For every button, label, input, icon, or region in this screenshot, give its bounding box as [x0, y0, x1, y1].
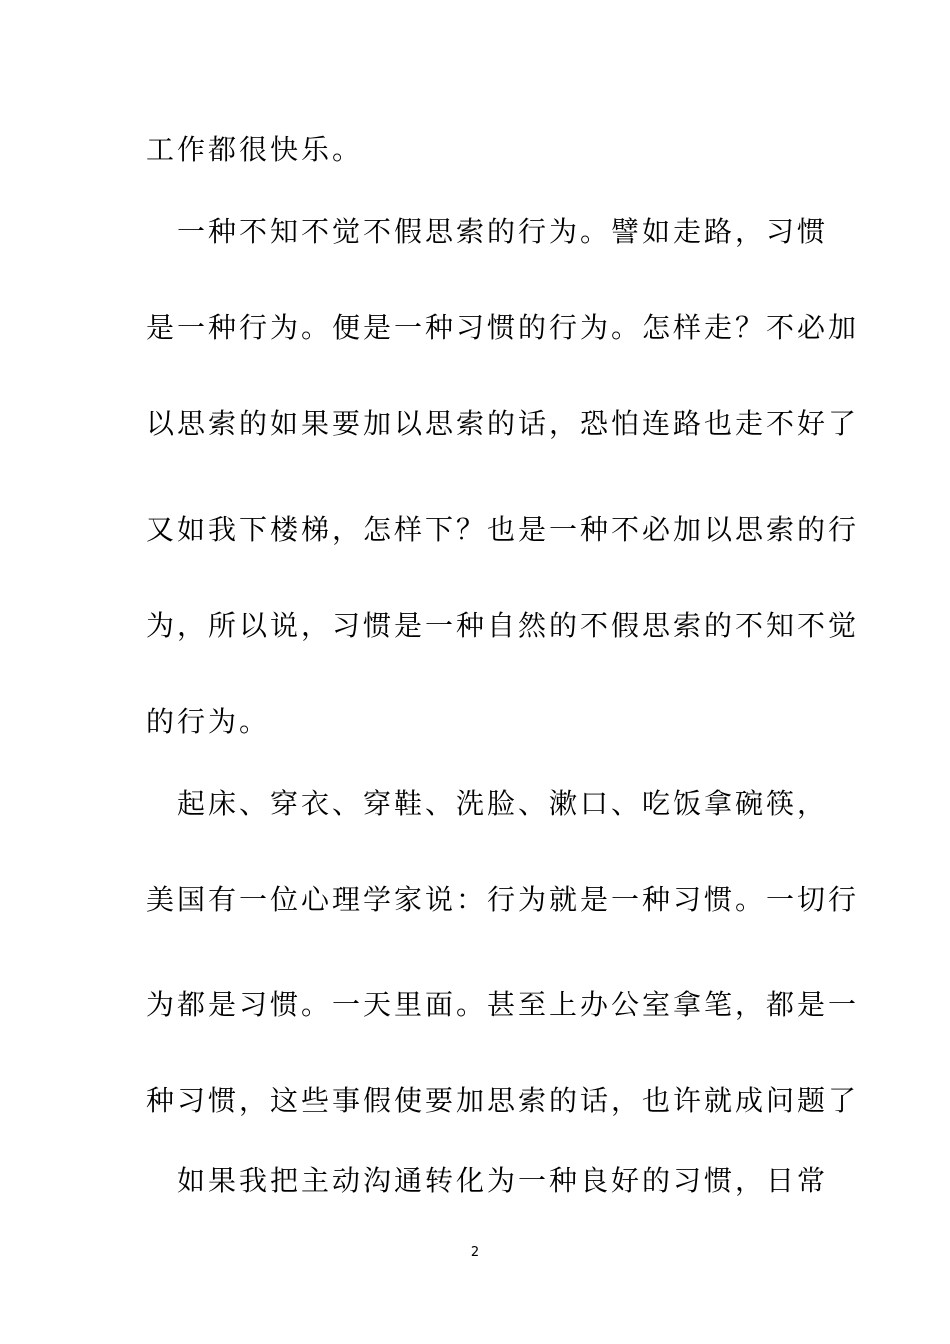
text-line: 如果我把主动沟通转化为一种良好的习惯，日常	[146, 1164, 829, 1197]
text-line: 种习惯，这些事假使要加思索的话，也许就成问题了	[146, 1084, 860, 1117]
text-line: 为，所以说，习惯是一种自然的不假思索的不知不觉	[146, 609, 860, 642]
text-line: 美国有一位心理学家说：行为就是一种习惯。一切行	[146, 883, 860, 916]
text-line: 又如我下楼梯，怎样下？也是一种不必加以思索的行	[146, 513, 860, 546]
text-line: 以思索的如果要加以思索的话，恐怕连路也走不好了	[146, 407, 860, 440]
text-line: 工作都很快乐。	[146, 133, 364, 166]
text-line: 的行为。	[146, 705, 271, 738]
text-line: 是一种行为。便是一种习惯的行为。怎样走？不必加	[146, 311, 860, 344]
text-line: 起床、穿衣、穿鞋、洗脸、漱口、吃饭拿碗筷，	[146, 787, 829, 820]
text-line: 为都是习惯。一天里面。甚至上办公室拿笔，都是一	[146, 988, 860, 1021]
page-number: 2	[470, 1245, 480, 1260]
text-line: 一种不知不觉不假思索的行为。譬如走路，习惯	[146, 215, 829, 248]
